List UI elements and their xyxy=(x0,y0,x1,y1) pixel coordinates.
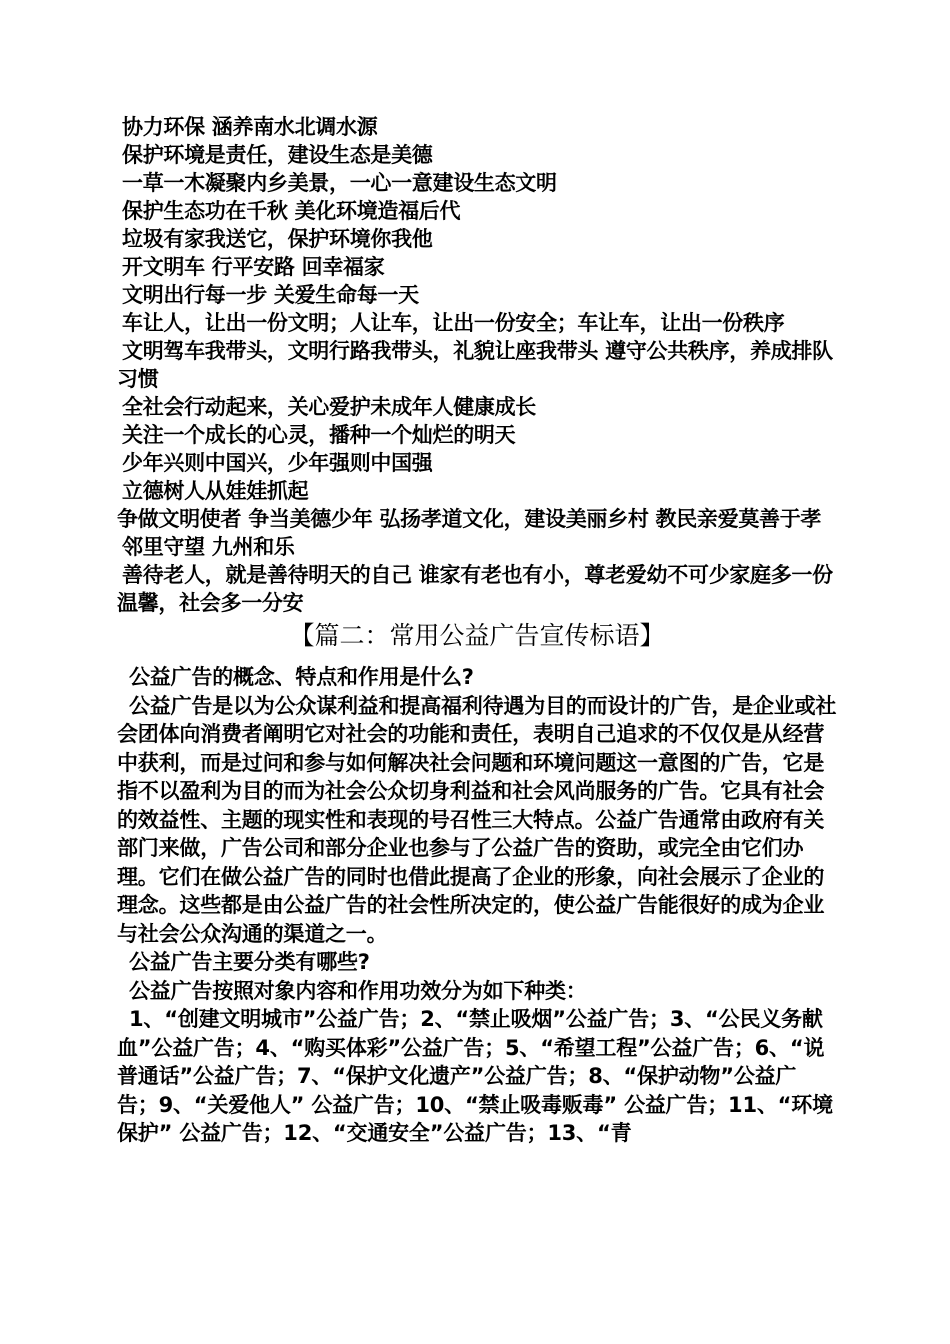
slogan-line: 全社会行动起来，关心爱护未成年人健康成长 xyxy=(122,395,536,419)
slogan-line: 少年兴则中国兴，少年强则中国强 xyxy=(122,451,433,475)
paragraph: 公益广告按照对象内容和作用功效分为如下种类： xyxy=(129,978,587,1003)
section-heading: 【篇二：常用公益广告宣传标语】 xyxy=(289,621,665,650)
slogan-line: 争做文明使者 争当美德少年 弘扬孝道文化，建设美丽乡村 教民亲爱莫善于孝 xyxy=(117,507,822,531)
slogan-line: 立德树人从娃娃抓起 xyxy=(122,479,309,503)
slogan-line: 文明出行每一步 关爱生命每一天 xyxy=(122,283,419,307)
slogan-line: 车让人，让出一份文明；人让车，让出一份安全；车让车，让出一份秩序 xyxy=(122,311,785,335)
paragraph: 公益广告主要分类有哪些? xyxy=(129,950,370,974)
slogan-line: 保护环境是责任，建设生态是美德 xyxy=(122,143,433,167)
slogan-line: 一草一木凝聚内乡美景，一心一意建设生态文明 xyxy=(122,171,557,195)
slogan-line: 关注一个成长的心灵，播种一个灿烂的明天 xyxy=(122,423,516,447)
paragraph: 1、“创建文明城市”公益广告；2、“禁止吸烟”公益广告；3、“公民义务献血”公益广告；4、“购买体彩”公益广告；5、“希望工程”公益广告；6、“说普通话”公益广告；7、“保护文化遗产”公益广告；8、“保护动物”公益广告；9、“关爱他人” 公益广告；10、“禁止吸毒贩毒” 公益广告；11、“环境保护” 公益广告；12、“交通安全”公益广告；13、“青 xyxy=(117,1007,833,1145)
slogan-line: 开文明车 行平安路 回幸福家 xyxy=(122,255,385,279)
slogan-line: 垃圾有家我送它，保护环境你我他 xyxy=(122,227,433,251)
article-body xyxy=(117,663,837,1148)
slogan-list xyxy=(117,113,837,617)
paragraph: 公益广告的概念、特点和作用是什么? xyxy=(129,665,474,689)
slogan-line: 文明驾车我带头，文明行路我带头，礼貌让座我带头 遵守公共秩序，养成排队习惯 xyxy=(117,339,833,391)
slogan-line: 协力环保 涵养南水北调水源 xyxy=(122,115,378,139)
slogan-line: 保护生态功在千秋 美化环境造福后代 xyxy=(122,199,461,223)
paragraph: 公益广告是以为公众谋利益和提高福利待遇为目的而设计的广告，是企业或社会团体向消费者阐明它对社会的功能和责任，表明自己追求的不仅仅是从经营中获利，而是过问和参与如何解决社会问题和环境问题这一意图的广告，它是指不以盈利为目的而为社会公众切身利益和社会风尚服务的广告。它具有社会的效益性、主题的现实性和表现的号召性三大特点。公益广告通常由政府有关部门来做，广告公司和部分企业也参与了公益广告的资助，或完全由它们办理。它们在做公益广告的同时也借此提高了企业的形象，向社会展示了企业的理念。这些都是由公益广告的社会性所决定的，使公益广告能很好的成为企业与社会公众沟通的渠道之一。 xyxy=(117,693,837,946)
document-page xyxy=(117,113,837,1148)
slogan-line: 善待老人，就是善待明天的自己 谁家有老也有小，尊老爱幼不可少家庭多一份温馨，社会多一分安 xyxy=(117,563,833,615)
slogan-line: 邻里守望 九州和乐 xyxy=(122,535,295,559)
